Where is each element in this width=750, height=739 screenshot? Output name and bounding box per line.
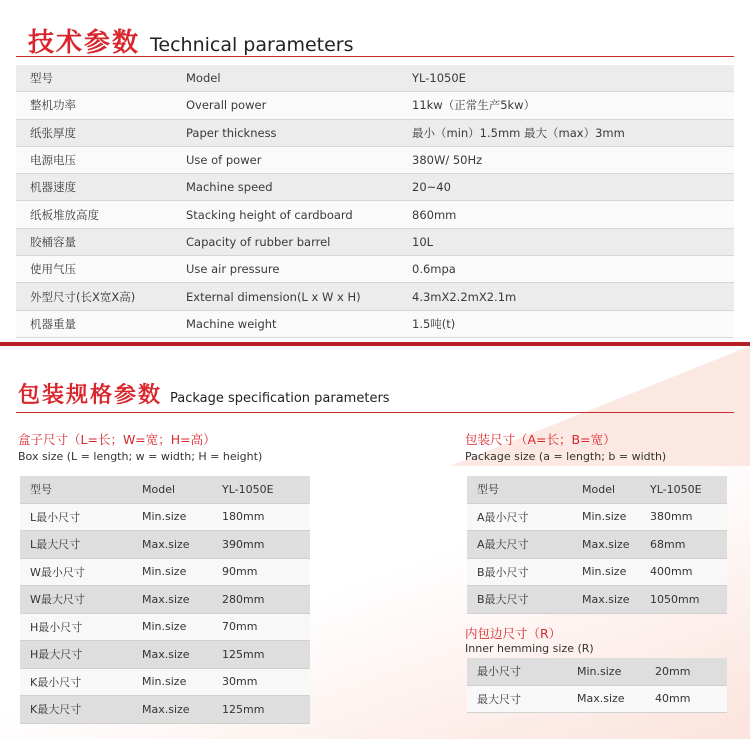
tech-spec-label-en: Use air pressure <box>186 262 280 277</box>
package-label-cn: A最小尺寸 <box>477 510 529 524</box>
tech-spec-label-en: Machine speed <box>186 180 273 195</box>
pkg-title-en: Package specification parameters <box>170 391 390 406</box>
tech-title-rule <box>16 56 734 57</box>
package-label-cn: B最小尺寸 <box>477 565 529 579</box>
hem-row <box>467 658 727 686</box>
box-label-en: Max.size <box>142 702 190 716</box>
tech-spec-label-en: Machine weight <box>186 316 277 331</box>
package-row <box>467 559 727 587</box>
package-label-cn: B最大尺寸 <box>477 593 529 607</box>
package-size-subheading: Package size (a = length; b = width) <box>465 450 667 463</box>
tech-spec-row <box>16 65 734 92</box>
tech-spec-row <box>16 147 734 174</box>
tech-spec-value: 4.3mX2.2mX2.1m <box>412 289 517 304</box>
package-value: 380mm <box>650 510 693 524</box>
hem-value: 20mm <box>655 664 691 678</box>
tech-spec-label-cn: 型号 <box>30 71 53 86</box>
pkg-title-rule <box>16 412 734 413</box>
pkg-title-cn: 包装规格参数 <box>18 383 163 408</box>
tech-spec-label-en: Stacking height of cardboard <box>186 207 353 222</box>
hem-label-en: Min.size <box>577 664 622 678</box>
package-label-en: Model <box>582 482 616 496</box>
box-value: 90mm <box>222 565 258 579</box>
package-label-en: Min.size <box>582 510 627 524</box>
hem-label-en: Max.size <box>577 692 625 706</box>
box-label-en: Max.size <box>142 647 190 661</box>
hem-value: 40mm <box>655 692 691 706</box>
box-size-table <box>20 476 310 724</box>
package-row <box>467 504 727 532</box>
box-size-heading: 盒子尺寸（L=长；W=宽；H=高） <box>18 432 216 447</box>
box-label-cn: W最大尺寸 <box>30 593 85 607</box>
tech-spec-value: 20~40 <box>412 180 451 195</box>
box-row <box>20 696 310 724</box>
box-label-en: Model <box>142 482 176 496</box>
tech-spec-row <box>16 120 734 147</box>
box-value: 180mm <box>222 510 265 524</box>
tech-spec-label-en: Paper thickness <box>186 125 277 140</box>
technical-parameters-section <box>0 0 750 340</box>
tech-spec-table <box>16 65 734 338</box>
box-label-cn: H最小尺寸 <box>30 620 83 634</box>
tech-spec-label-cn: 电源电压 <box>30 153 76 168</box>
tech-spec-value: YL-1050E <box>412 71 466 86</box>
box-label-cn: W最小尺寸 <box>30 565 85 579</box>
package-row <box>467 586 727 614</box>
tech-spec-value: 860mm <box>412 207 457 222</box>
tech-spec-label-cn: 整机功率 <box>30 98 76 113</box>
tech-title-cn: 技术参数 <box>28 28 141 58</box>
tech-spec-row <box>16 174 734 201</box>
tech-spec-label-cn: 外型尺寸(长X宽X高) <box>30 289 136 304</box>
box-size-subheading: Box size (L = length; w = width; H = height) <box>18 450 263 463</box>
box-label-cn: H最大尺寸 <box>30 648 83 662</box>
box-label-en: Min.size <box>142 675 187 689</box>
tech-spec-value: 10L <box>412 234 434 249</box>
package-label-cn: A最大尺寸 <box>477 538 529 552</box>
box-label-cn: L最小尺寸 <box>30 510 81 524</box>
tech-spec-label-cn: 使用气压 <box>30 262 76 277</box>
package-value: 400mm <box>650 565 693 579</box>
package-value: 1050mm <box>650 592 700 606</box>
box-row <box>20 559 310 587</box>
package-label-en: Max.size <box>582 537 630 551</box>
tech-spec-label-en: Model <box>186 71 221 86</box>
tech-spec-value: 11kw（正常生产5kw） <box>412 98 536 113</box>
hemming-size-subheading: Inner hemming size (R) <box>465 642 594 655</box>
tech-spec-row <box>16 311 734 338</box>
tech-spec-label-cn: 纸板堆放高度 <box>30 207 99 222</box>
hem-label-cn: 最小尺寸 <box>477 665 521 679</box>
package-row <box>467 476 727 504</box>
tech-spec-label-cn: 纸张厚度 <box>30 125 76 140</box>
box-row <box>20 669 310 697</box>
box-row <box>20 614 310 642</box>
package-row <box>467 531 727 559</box>
box-label-en: Min.size <box>142 565 187 579</box>
box-value: 70mm <box>222 620 258 634</box>
tech-spec-row <box>16 92 734 119</box>
hemming-size-table <box>467 658 727 713</box>
box-label-en: Max.size <box>142 592 190 606</box>
package-label-en: Max.size <box>582 592 630 606</box>
hem-row <box>467 686 727 714</box>
tech-spec-value: 1.5吨(t) <box>412 316 456 331</box>
tech-title-en: Technical parameters <box>150 34 354 56</box>
pkg-title <box>18 378 390 409</box>
box-label-cn: K最大尺寸 <box>30 703 82 717</box>
package-label-en: Min.size <box>582 565 627 579</box>
box-row <box>20 476 310 504</box>
tech-spec-label-cn: 胶桶容量 <box>30 234 76 249</box>
box-value: 280mm <box>222 592 265 606</box>
box-value: 390mm <box>222 537 265 551</box>
package-value: 68mm <box>650 537 686 551</box>
tech-spec-label-cn: 机器重量 <box>30 316 76 331</box>
package-value: YL-1050E <box>650 482 702 496</box>
tech-title <box>28 22 354 59</box>
box-row <box>20 504 310 532</box>
tech-spec-row <box>16 256 734 283</box>
hem-label-cn: 最大尺寸 <box>477 692 521 706</box>
tech-spec-label-en: Use of power <box>186 153 262 168</box>
box-label-cn: K最小尺寸 <box>30 675 82 689</box>
hemming-size-heading: 内包边尺寸（R） <box>465 626 562 641</box>
box-label-en: Max.size <box>142 537 190 551</box>
tech-spec-label-en: Overall power <box>186 98 267 113</box>
tech-spec-value: 最小（min）1.5mm 最大（max）3mm <box>412 125 625 140</box>
box-row <box>20 586 310 614</box>
package-label-cn: 型号 <box>477 483 499 497</box>
box-row <box>20 531 310 559</box>
tech-spec-row <box>16 283 734 310</box>
tech-spec-label-en: Capacity of rubber barrel <box>186 234 331 249</box>
box-value: YL-1050E <box>222 482 274 496</box>
box-value: 125mm <box>222 702 265 716</box>
decorative-wedge <box>450 346 750 466</box>
package-size-heading: 包装尺寸（A=长；B=宽） <box>465 432 616 447</box>
tech-spec-value: 0.6mpa <box>412 262 456 277</box>
tech-spec-value: 380W/ 50Hz <box>412 153 483 168</box>
box-value: 125mm <box>222 647 265 661</box>
box-value: 30mm <box>222 675 258 689</box>
package-size-table <box>467 476 727 614</box>
tech-spec-label-cn: 机器速度 <box>30 180 76 195</box>
tech-spec-row <box>16 229 734 256</box>
tech-spec-row <box>16 201 734 228</box>
box-label-en: Min.size <box>142 620 187 634</box>
box-label-cn: L最大尺寸 <box>30 538 81 552</box>
box-label-cn: 型号 <box>30 483 52 497</box>
package-spec-section <box>0 346 750 739</box>
box-label-en: Min.size <box>142 510 187 524</box>
box-row <box>20 641 310 669</box>
tech-spec-label-en: External dimension(L x W x H) <box>186 289 361 304</box>
